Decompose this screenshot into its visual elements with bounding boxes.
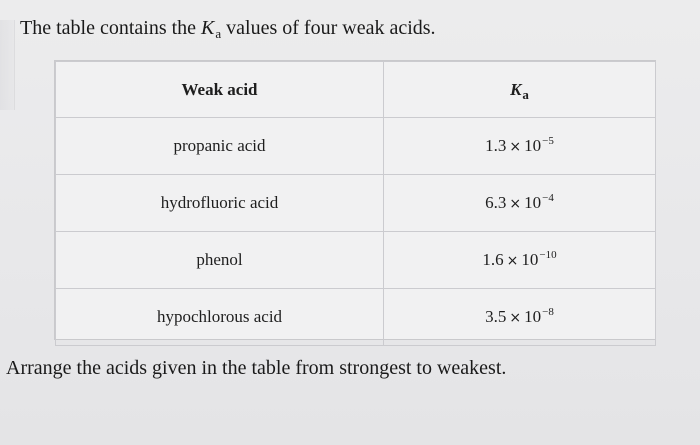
page-edge-mark bbox=[0, 20, 15, 110]
table-row bbox=[56, 118, 656, 175]
question-text: Arrange the acids given in the table from strongest to weakest. bbox=[6, 357, 507, 379]
ka-base: 10 bbox=[524, 307, 542, 326]
acid-table-container bbox=[54, 60, 656, 340]
table-row bbox=[56, 232, 656, 289]
intro-k-symbol: K bbox=[201, 17, 215, 39]
acid-name-cell: hydrofluoric acid bbox=[56, 175, 384, 232]
header-k-subscript: a bbox=[522, 86, 529, 102]
header-ka bbox=[384, 62, 656, 118]
ka-value-cell bbox=[384, 232, 656, 289]
ka-exponent: −5 bbox=[542, 135, 554, 147]
header-weak-acid: Weak acid bbox=[56, 62, 384, 118]
ka-value-cell bbox=[384, 118, 656, 175]
ka-value-cell bbox=[384, 289, 656, 346]
ka-base: 10 bbox=[524, 136, 542, 155]
ka-base: 10 bbox=[524, 193, 542, 212]
table-row bbox=[56, 289, 656, 346]
ka-mantissa: 1.3 bbox=[485, 136, 507, 155]
ka-times-sign: × bbox=[509, 139, 522, 155]
header-k-symbol: K bbox=[510, 79, 522, 99]
ka-value-cell bbox=[384, 175, 656, 232]
ka-times-sign: × bbox=[506, 253, 519, 269]
ka-mantissa: 6.3 bbox=[485, 193, 507, 212]
ka-base: 10 bbox=[521, 250, 539, 269]
ka-exponent: −8 bbox=[542, 306, 554, 318]
ka-times-sign: × bbox=[509, 310, 522, 326]
ka-exponent: −10 bbox=[539, 249, 557, 261]
intro-text bbox=[20, 14, 436, 44]
table-row bbox=[56, 175, 656, 232]
intro-text-after: values of four weak acids. bbox=[221, 17, 436, 39]
acid-table bbox=[55, 61, 656, 346]
table-header-row bbox=[56, 62, 656, 118]
ka-mantissa: 3.5 bbox=[485, 307, 507, 326]
ka-times-sign: × bbox=[509, 196, 522, 212]
acid-name-cell: phenol bbox=[56, 232, 384, 289]
ka-exponent: −4 bbox=[542, 192, 554, 204]
acid-name-cell: propanic acid bbox=[56, 118, 384, 175]
acid-name-cell: hypochlorous acid bbox=[56, 289, 384, 346]
intro-k-subscript: a bbox=[215, 26, 222, 41]
ka-mantissa: 1.6 bbox=[482, 250, 504, 269]
intro-text-before: The table contains the bbox=[20, 17, 202, 39]
